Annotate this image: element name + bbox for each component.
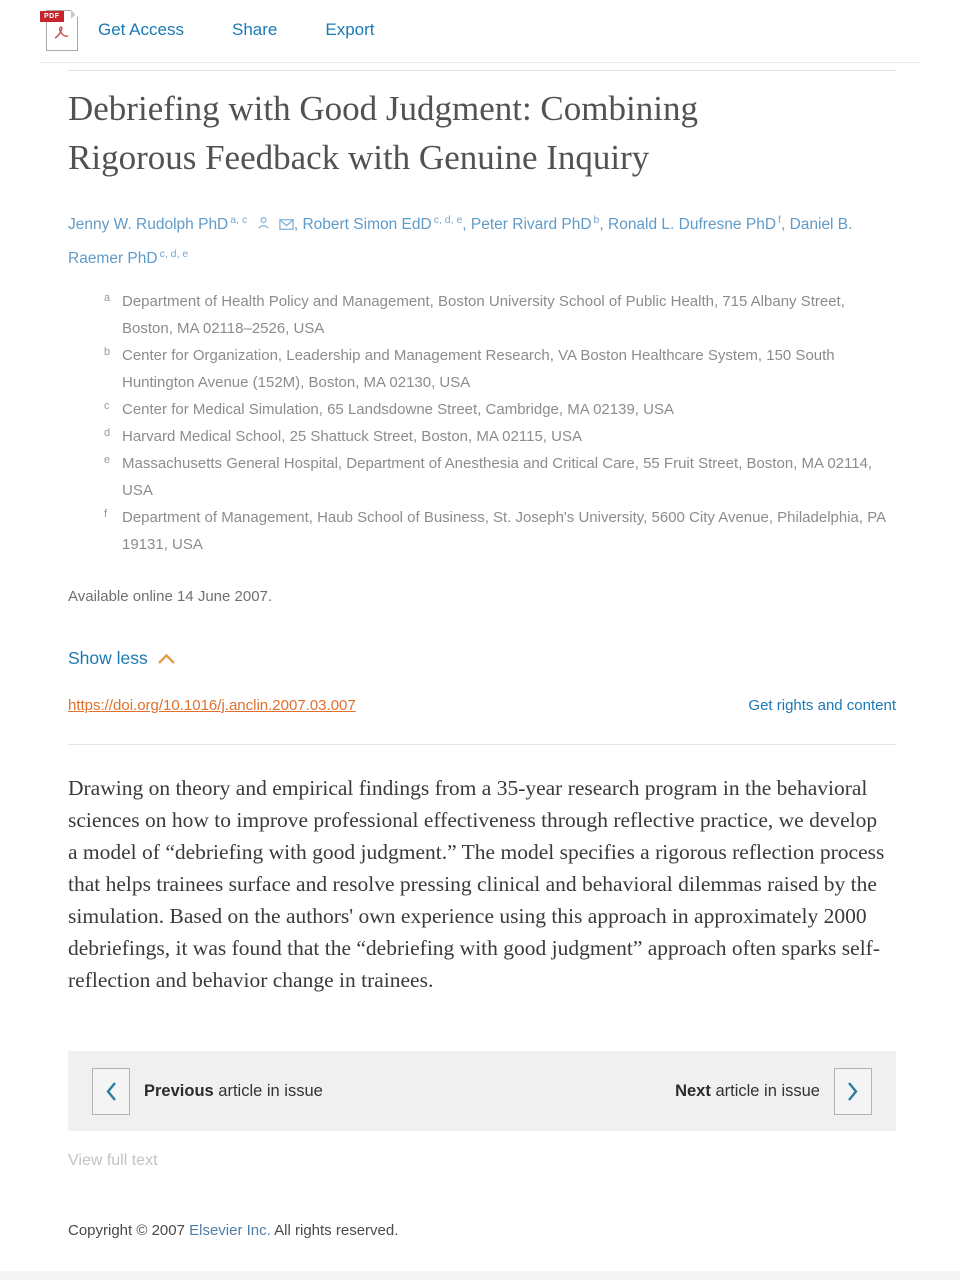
author-list — [68, 206, 888, 273]
affiliation-label: f — [104, 508, 108, 520]
copyright-brand: Elsevier Inc. — [189, 1222, 271, 1239]
doi-row — [68, 697, 896, 714]
affiliation-item — [104, 396, 890, 423]
acrobat-glyph-icon — [51, 22, 71, 42]
affiliation-text: Massachusetts General Hospital, Department of Anesthesia and Critical Care, 55 Fruit Street, Boston, MA 02114, USA — [122, 455, 873, 499]
author-name-link[interactable]: Ronald L. Dufresne PhD — [608, 216, 777, 234]
affiliation-label: d — [104, 427, 111, 439]
copyright-notice — [68, 1222, 398, 1239]
author-affiliation-sup: c, d, e — [433, 214, 463, 226]
abstract-divider — [68, 744, 896, 745]
abstract-text: Drawing on theory and empirical findings from a 35-year research program in the behavioral sciences on how to improve professional effectiveness through reflective practice, we develop a model of “debriefing with good judgment.” The model specifies a rigorous reflection process that helps trainees surface and resolve pressing clinical and behavioral dilemmas raised by the simulation. Based on the authors' own experience using this approach in approximately 2000 debriefings, it was found that the “debriefing with good judgment” approach often sparks self-reflection and behavior change in trainees. — [68, 776, 885, 992]
show-less-toggle[interactable] — [68, 648, 176, 669]
affiliation-item — [104, 423, 890, 450]
previous-article-nav[interactable] — [92, 1068, 323, 1115]
toolbar — [42, 8, 423, 52]
next-article-label — [675, 1082, 820, 1101]
previous-rest: article in issue — [213, 1081, 323, 1100]
email-author-icon[interactable] — [279, 212, 294, 240]
author — [302, 216, 470, 233]
article-top-border — [68, 70, 896, 71]
page-title: Debriefing with Good Judgment: Combining Rigorous Feedback with Genuine Inquiry — [68, 89, 698, 177]
author-separator: , — [293, 216, 303, 234]
available-online-date: Available online 14 June 2007. — [68, 588, 273, 605]
next-article-nav[interactable] — [675, 1068, 872, 1115]
affiliation-item — [104, 450, 890, 504]
author-affiliation-sup: a, c — [230, 214, 248, 226]
next-section-edge — [0, 1271, 960, 1280]
copyright-post: All rights reserved. — [270, 1222, 399, 1239]
next-rest: article in issue — [710, 1081, 820, 1100]
chevron-left-icon — [105, 1081, 117, 1102]
toolbar-divider — [40, 62, 920, 63]
author-affiliation-sup: b — [593, 214, 600, 226]
chevron-right-icon — [847, 1081, 859, 1102]
issue-navigation-bar — [68, 1051, 896, 1131]
author-affiliation-sup: c, d, e — [159, 248, 189, 261]
author-affiliation-sup: f — [778, 214, 781, 226]
affiliation-label: b — [104, 346, 111, 358]
author-name-link[interactable]: Daniel B. Raemer PhD — [68, 216, 853, 268]
affiliation-label: a — [104, 292, 111, 304]
affiliation-list — [104, 288, 890, 558]
doi-link[interactable]: https://doi.org/10.1016/j.anclin.2007.03.007 — [68, 697, 356, 714]
author-name-link[interactable]: Jenny W. Rudolph PhD — [68, 216, 229, 234]
author-separator: , — [462, 216, 471, 234]
affiliation-label: c — [104, 400, 110, 412]
affiliation-text: Department of Management, Haub School of Business, St. Joseph's University, 5600 City Avenue, Philadelphia, PA 19131, USA — [122, 509, 886, 553]
author-name-link[interactable]: Robert Simon EdD — [302, 216, 432, 234]
author — [608, 216, 790, 233]
pdf-fold-cover — [71, 10, 80, 19]
affiliation-label: e — [104, 454, 111, 466]
next-article-button[interactable] — [834, 1068, 872, 1115]
affiliation-text: Center for Organization, Leadership and Management Research, VA Boston Healthcare System, 150 South Huntington Avenue (152M), Boston, MA 02130, USA — [122, 347, 835, 391]
chevron-up-icon — [157, 653, 176, 665]
affiliation-item — [104, 504, 890, 558]
previous-word: Previous — [144, 1081, 214, 1100]
view-full-text-link[interactable]: View full text — [68, 1152, 158, 1169]
affiliation-text: Harvard Medical School, 25 Shattuck Street, Boston, MA 02115, USA — [122, 428, 582, 445]
affiliation-item — [104, 342, 890, 396]
show-less-label: Show less — [68, 648, 148, 668]
pdf-download-icon[interactable] — [42, 8, 80, 52]
author-separator: , — [780, 216, 790, 234]
share-button[interactable]: Share — [231, 20, 278, 39]
get-rights-link[interactable]: Get rights and content — [748, 697, 896, 714]
previous-article-label — [144, 1082, 323, 1101]
affiliation-text: Center for Medical Simulation, 65 Landsdowne Street, Cambridge, MA 02139, USA — [122, 401, 674, 418]
affiliation-item — [104, 288, 890, 342]
pdf-banner-label: PDF — [40, 11, 64, 22]
author-separator: , — [599, 216, 608, 234]
affiliation-text: Department of Health Policy and Management, Boston University School of Public Health, 715 Albany Street, Boston, MA 02118–2526, USA — [122, 293, 845, 337]
copyright-pre: Copyright © 2007 — [68, 1222, 190, 1239]
author — [471, 216, 608, 233]
author — [68, 216, 302, 233]
author-name-link[interactable]: Peter Rivard PhD — [470, 216, 592, 234]
export-button[interactable]: Export — [325, 20, 375, 39]
next-word: Next — [675, 1081, 711, 1100]
get-access-button[interactable]: Get Access — [98, 20, 184, 39]
previous-article-button[interactable] — [92, 1068, 130, 1115]
corresponding-author-icon[interactable] — [257, 212, 270, 240]
